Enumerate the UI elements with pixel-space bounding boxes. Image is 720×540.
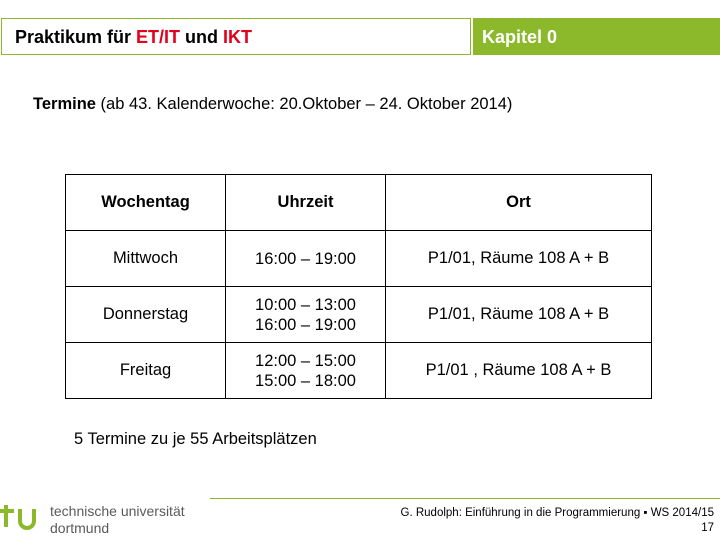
note: 5 Termine zu je 55 Arbeitsplätzen <box>74 430 317 448</box>
cell-day: Mittwoch <box>66 231 226 287</box>
time-slot: 12:00 – 15:00 <box>255 351 356 370</box>
header-weekday: Wochentag <box>66 175 226 231</box>
footer-info <box>401 506 714 536</box>
table-header-row <box>66 175 652 231</box>
time-slot: 15:00 – 18:00 <box>255 371 356 390</box>
table-row <box>66 231 652 287</box>
subtitle-bold: Termine <box>33 95 96 113</box>
cell-times <box>226 231 386 287</box>
chapter-label: Kapitel 0 <box>482 27 558 47</box>
title-etit: ET/IT <box>136 27 181 47</box>
table-row <box>66 287 652 343</box>
chapter-box <box>473 18 720 55</box>
time-slot: 16:00 – 19:00 <box>255 315 356 334</box>
university-line-2: dortmund <box>50 520 110 536</box>
cell-day: Donnerstag <box>66 287 226 343</box>
title-middle: und <box>180 27 224 47</box>
cell-place: P1/01, Räume 108 A + B <box>386 231 652 287</box>
cell-place: P1/01, Räume 108 A + B <box>386 287 652 343</box>
schedule-table <box>65 174 652 399</box>
subtitle <box>33 95 512 114</box>
cell-place: P1/01 , Räume 108 A + B <box>386 343 652 399</box>
footer-author: G. Rudolph: Einführung in die Programmierung ▪ WS 2014/15 <box>400 507 714 519</box>
page-number: 17 <box>701 522 714 534</box>
title-prefix: Praktikum für <box>15 27 137 47</box>
header-time: Uhrzeit <box>226 175 386 231</box>
time-slot: 16:00 – 19:00 <box>255 249 356 268</box>
header-title <box>15 27 252 48</box>
footer-divider <box>210 498 720 499</box>
header-title-box <box>1 18 471 55</box>
subtitle-rest: (ab 43. Kalenderwoche: 20.Oktober – 24. Oktober 2014) <box>95 95 513 113</box>
cell-times <box>226 343 386 399</box>
header-place: Ort <box>386 175 652 231</box>
cell-times <box>226 287 386 343</box>
table-row <box>66 343 652 399</box>
university-line-1: technische universität <box>50 503 185 519</box>
time-slot: 10:00 – 13:00 <box>255 295 356 314</box>
university-name <box>50 503 185 537</box>
title-ikt: IKT <box>223 27 253 47</box>
cell-day: Freitag <box>66 343 226 399</box>
